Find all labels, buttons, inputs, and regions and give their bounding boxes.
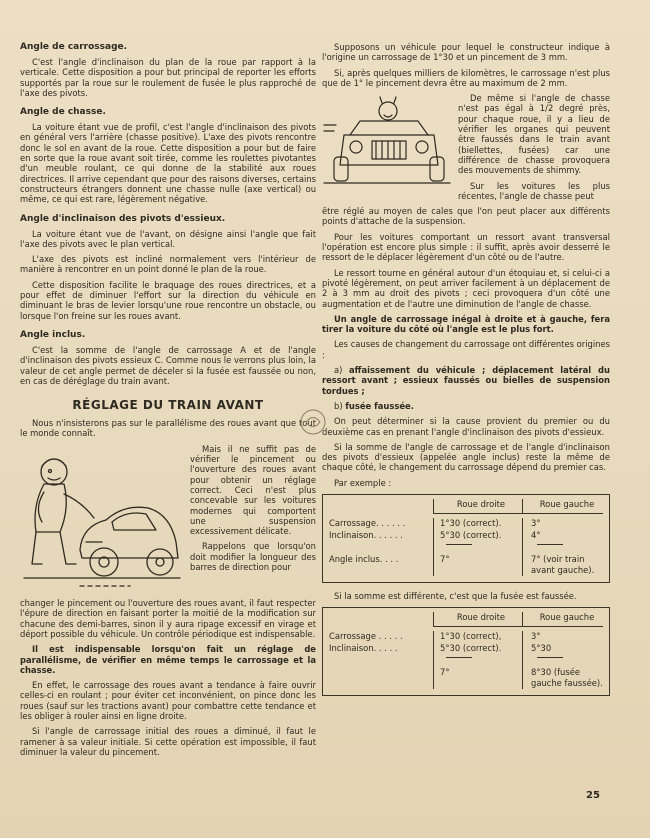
- paragraph: On peut déterminer si la cause provient du premier ou du deuxième cas en prenant l'angle d'inclinaison des pivots d'essieux.: [322, 416, 610, 437]
- paragraph: Supposons un véhicule pour lequel le constructeur indique à l'origine un carrossage de 1°30 et un pincement de 3 mm.: [322, 42, 610, 63]
- table-row: Carrossage. . . . . . 1°30 (correct). 3°: [329, 514, 603, 530]
- paragraph: Si la somme de l'angle de carrossage et de l'angle d'inclinaison des pivots d'essieux (appelée angle inclus) reste la même de chaque côté, le changement du carrossage dépend du premier cas.: [322, 441, 610, 473]
- paragraph: Cette disposition facilite le braquage des roues directrices, et a pour effet de diminuer l'effort sur la direction du véhicule en diminuant le bras de levier lorsqu'une roue rencontre un obstacle, ou lorsque l'on freine sur les roues avant.: [20, 279, 316, 321]
- section-title-carrossage: Angle de carrossage.: [20, 42, 128, 52]
- list-text: affaissement du véhicule ; déplacement latéral du ressort avant ; essieux faussés ou bielles de suspension tordues ;: [322, 365, 610, 396]
- paragraph: Pour les voitures comportant un ressort avant transversal l'opération est encore plus simple : il suffit, après avoir desserré le ressort de le déplacer légèrement d'un côté ou de l'autre.: [322, 231, 610, 263]
- bold-statement: Il est indispensable lorsqu'on fait un réglage de parallélisme, de vérifier en même temps le carrossage et la chasse.: [20, 644, 316, 675]
- list-item-b: [322, 401, 610, 411]
- paragraph: De même si l'angle de chasse n'est pas égal à 1/2 degré près, pour chaque roue, il y a lieu de vérifier les organes qui peuvent être faussés dans le train avant (biellettes, fusées) car une différence de chasse provoquera des mouvements de shimmy.: [458, 93, 610, 176]
- paragraph: Si, après quelques milliers de kilomètres, le carrossage n'est plus que de 1° le pincement devra être au maximum de 2 mm.: [322, 67, 610, 88]
- table-row: Inclinaison. . . . . 5°30 (correct). 5°30: [329, 643, 603, 655]
- paragraph: changer le pincement ou l'ouverture des roues avant, il faut respecter l'épure de direction en faisant porter la moitié de la modification sur chacune des demi-barres, sinon il y aura ripage excessif en virage et déport possible du véhicule. Un contrôle périodique est indispensable.: [20, 598, 316, 639]
- paragraph: La voiture étant vue de profil, c'est l'angle d'inclinaison des pivots en général vers l'arrière (chasse positive). L'axe des pivots rencontre donc le sol en avant de la roue. Cette disposition a pour but de faire en sorte que la roue avant soit tirée, comme les roulettes pivotantes d'un meuble roulant, ce qui donne de la stabilité aux roues directrices. Il arrive cependant que pour des raisons diverses, certains constructeurs étrangers donnent une chasse nulle (axe vertical) ou même, ce qui est rare, légèrement négative.: [20, 122, 316, 205]
- paragraph: Le ressort tourne en général autour d'un étoquiau et, si celui-ci a pivoté légèrement, on peut arriver facilement à un déplacement de 2 à 3 mm au droit des pivots ; ceci provoquera d'un côté une augmentation et de l'autre une diminution de l'angle de chasse.: [322, 267, 610, 309]
- paragraph: être réglé au moyen de cales que l'on peut placer aux différents points d'attache de la suspension.: [322, 206, 610, 227]
- paragraph: Rappelons que lorsqu'on doit modifier la longueur des barres de direction pour: [190, 541, 316, 572]
- column-header: Roue droite: [433, 612, 522, 627]
- paragraph: Si la somme est différente, c'est que la fusée est faussée.: [334, 590, 577, 601]
- paragraph: Si l'angle de carrossage initial des roues a diminué, il faut le ramener à sa valeur initiale. Si cette opération est impossible, il faut diminuer la valeur du pincement.: [20, 726, 316, 757]
- table-row: Carrossage . . . . . 1°30 (correct), 3°: [329, 627, 603, 643]
- paragraph: Sur les voitures les plus récentes, l'angle de chasse peut: [458, 180, 610, 201]
- paragraph: Les causes de changement du carrossage ont différentes origines :: [322, 339, 610, 360]
- table-row: Angle inclus. . . . 7° 7° (voir train avant gauche).: [329, 554, 603, 576]
- section-title-inclinaison: Angle d'inclinaison des pivots d'essieux.: [20, 213, 226, 224]
- table-row: Inclinaison. . . . . . 5°30 (correct). 4°: [329, 530, 603, 542]
- bold-statement: Un angle de carrossage inégal à droite et à gauche, fera tirer la voiture du côté où l'angle est le plus fort.: [322, 313, 610, 335]
- table-header-row: [329, 612, 603, 627]
- list-item-a: [322, 365, 610, 396]
- paragraph: L'axe des pivots est incliné normalement vers l'intérieur de manière à rencontrer en un point donné le plan de la roue.: [20, 254, 316, 275]
- car-mechanic-illustration: [20, 446, 184, 596]
- column-header: Roue gauche: [522, 612, 603, 627]
- left-column: [20, 42, 316, 762]
- example-table-2: [322, 607, 610, 696]
- paragraph: Nous n'insisterons pas sur le parallélisme des roues avant que tout le monde connaît.: [20, 418, 316, 439]
- column-header: Roue gauche: [522, 499, 603, 514]
- paragraph: Mais il ne suffit pas de vérifier le pincement ou l'ouverture des roues avant pour obtenir un réglage correct. Ceci n'est plus concevable sur les voitures modernes qui comportent une suspension excessivement délicate.: [190, 443, 316, 537]
- paragraph: C'est la somme de l'angle de carrossage A et de l'angle d'inclinaison des pivots essieux C. Comme nous le verrons plus loin, la valeur de cet angle permet de déceler si la fusée est faussée ou non, en cas de déréglage du train avant.: [20, 344, 316, 386]
- page-number: 25: [586, 790, 600, 801]
- table-header-row: [329, 499, 603, 514]
- example-label: Par exemple :: [334, 477, 392, 488]
- right-column: [322, 42, 610, 704]
- paragraph: C'est l'angle d'inclinaison du plan de la roue par rapport à la verticale. Cette disposition a pour but principal de reporter les efforts supportés par la roue sur le roulement de fusée le plus rapproché de l'axe des pivots.: [20, 57, 316, 98]
- column-header: Roue droite: [433, 499, 522, 514]
- list-marker: b): [334, 400, 343, 411]
- example-table-1: [322, 494, 610, 583]
- paragraph: La voiture étant vue de l'avant, on désigne ainsi l'angle que fait l'axe des pivots avec le plan vertical.: [20, 228, 316, 249]
- table-row: 7° 8°30 (fusée gauche faussée).: [329, 667, 603, 689]
- car-front-illustration: [322, 95, 452, 189]
- list-text: fusée faussée.: [345, 400, 414, 411]
- section-heading-reglage: RÉGLAGE DU TRAIN AVANT: [72, 398, 264, 413]
- list-marker: a): [334, 365, 343, 376]
- section-title-angle-inclus: Angle inclus.: [20, 329, 86, 340]
- section-title-chasse: Angle de chasse.: [20, 107, 106, 118]
- paragraph: En effet, le carrossage des roues avant a tendance à faire ouvrir celles-ci en roulant ; pour éviter cet inconvénient, on pince donc les roues (sauf sur les tractions avant) pour combattre cette tendance et les obliger à rouler ainsi en ligne droite.: [20, 680, 316, 721]
